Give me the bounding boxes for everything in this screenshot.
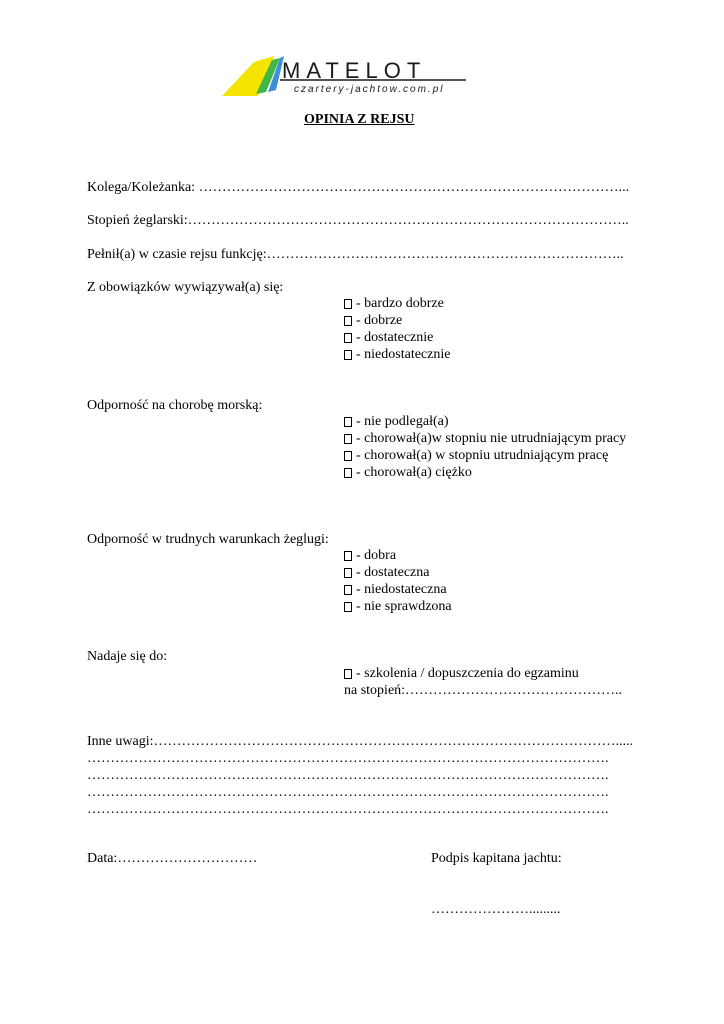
nadaje-option[interactable] xyxy=(344,665,579,682)
uwagi-line[interactable]: …………………………………………………………………………………………………. xyxy=(87,751,609,766)
obowiazki-option[interactable] xyxy=(344,312,402,329)
obowiazki-option[interactable] xyxy=(344,295,444,312)
checkbox-icon[interactable] xyxy=(344,316,352,326)
warunki-option[interactable] xyxy=(344,564,429,581)
choroba-label: Odporność na chorobę morską: xyxy=(87,398,263,413)
option-label: - szkolenia / dopuszczenia do egzaminu xyxy=(356,666,579,681)
funkcja-field[interactable]: Pełnił(a) w czasie rejsu funkcję:………………………………………………………………….. xyxy=(87,247,624,262)
option-label: - dostatecznie xyxy=(356,330,434,345)
checkbox-icon[interactable] xyxy=(344,602,352,612)
checkbox-icon[interactable] xyxy=(344,350,352,360)
choroba-option[interactable] xyxy=(344,447,608,464)
obowiazki-option[interactable] xyxy=(344,346,450,363)
logo-tagline-text: czartery-jachtow.com.pl xyxy=(294,84,445,95)
stopien-field[interactable]: Stopień żeglarski:………………………………………………………………………………….. xyxy=(87,213,629,228)
podpis-line[interactable]: …………………......... xyxy=(431,902,561,917)
checkbox-icon[interactable] xyxy=(344,669,352,679)
warunki-option[interactable] xyxy=(344,547,396,564)
warunki-label: Odporność w trudnych warunkach żeglugi: xyxy=(87,532,329,547)
option-label: - chorował(a) w stopniu utrudniającym pracę xyxy=(356,448,609,463)
choroba-option[interactable] xyxy=(344,430,626,447)
checkbox-icon[interactable] xyxy=(344,585,352,595)
nadaje-stopien-field[interactable]: na stopień:……………………………………….. xyxy=(344,683,623,698)
page-title: OPINIA Z REJSU xyxy=(304,112,415,127)
option-label: - niedostatecznie xyxy=(356,347,451,362)
warunki-option[interactable] xyxy=(344,598,452,615)
obowiazki-label: Z obowiązków wywiązywał(a) się: xyxy=(87,280,284,295)
warunki-option[interactable] xyxy=(344,581,447,598)
checkbox-icon[interactable] xyxy=(344,468,352,478)
checkbox-icon[interactable] xyxy=(344,434,352,444)
kolega-field[interactable]: Kolega/Koleżanka: ………………………………………………………………………………... xyxy=(87,180,630,195)
choroba-option[interactable] xyxy=(344,413,449,430)
podpis-label: Podpis kapitana jachtu: xyxy=(431,851,562,866)
option-label: - chorował(a) ciężko xyxy=(356,465,472,480)
option-label: - niedostateczna xyxy=(356,582,447,597)
checkbox-icon[interactable] xyxy=(344,568,352,578)
uwagi-line[interactable]: …………………………………………………………………………………………………. xyxy=(87,802,609,817)
option-label: - dobrze xyxy=(356,313,403,328)
checkbox-icon[interactable] xyxy=(344,451,352,461)
nadaje-label: Nadaje się do: xyxy=(87,649,168,664)
matelot-logo xyxy=(220,50,470,102)
option-label: - nie podlegał(a) xyxy=(356,414,449,429)
option-label: - nie sprawdzona xyxy=(356,599,452,614)
checkbox-icon[interactable] xyxy=(344,299,352,309)
obowiazki-option[interactable] xyxy=(344,329,433,346)
uwagi-line[interactable]: …………………………………………………………………………………………………. xyxy=(87,768,609,783)
choroba-option[interactable] xyxy=(344,464,472,481)
checkbox-icon[interactable] xyxy=(344,333,352,343)
uwagi-line[interactable]: …………………………………………………………………………………………………. xyxy=(87,785,609,800)
option-label: - chorował(a)w stopniu nie utrudniającym pracy xyxy=(356,431,627,446)
logo-brand-text: MATELOT xyxy=(282,58,427,83)
option-label: - dobra xyxy=(356,548,397,563)
option-label: - dostateczna xyxy=(356,565,430,580)
option-label: - bardzo dobrze xyxy=(356,296,444,311)
uwagi-field[interactable]: Inne uwagi:………………………………………………………………………………………..... xyxy=(87,734,633,749)
checkbox-icon[interactable] xyxy=(344,417,352,427)
data-field[interactable]: Data:………………………… xyxy=(87,851,258,866)
checkbox-icon[interactable] xyxy=(344,551,352,561)
